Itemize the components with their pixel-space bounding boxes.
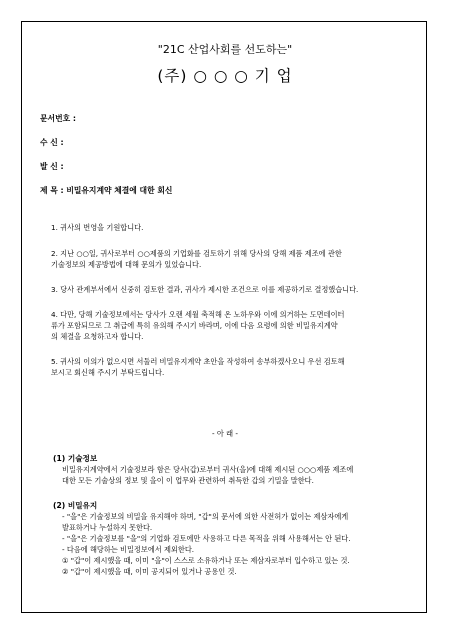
list-item-5 — [51, 356, 345, 378]
recipient-field: 수 신 : — [40, 138, 64, 147]
section2-title: (2) 비밀유지 — [53, 501, 98, 510]
separator-heading: - 아 래 - — [212, 429, 238, 438]
list-item-line: 5. 귀사의 이의가 없으시면 서둘러 비밀유지계약 초안을 작성하여 송부하겠사오니 우선 검토해 — [51, 357, 345, 366]
section2-line: 발표하거나 누설하지 못한다. — [62, 523, 153, 532]
section2-line: - "을"은 기술정보를 "을"의 기업화 검토에만 사용하고 다른 목적을 위해 사용해서는 안 된다. — [62, 534, 351, 543]
list-item-2 — [51, 248, 342, 270]
subject-field: 제 목 : 비밀유지계약 체결에 대한 회신 — [40, 186, 173, 195]
list-item-line: 보시고 회신해 주시기 부탁드립니다. — [51, 368, 165, 377]
section2-line: - "을"은 기술정보의 비밀을 유지해야 하며, "갑"의 문서에 의한 사전허가 없이는 제삼자에게 — [62, 512, 349, 521]
company-name: (주) ○ ○ ○ 기 업 — [157, 67, 293, 85]
list-item-line: 1. 귀사의 번영을 기원합니다. — [51, 223, 144, 232]
section1-line: 비밀유지계약에서 기술정보라 함은 당사(갑)로부터 귀사(을)에 대해 제시된 ○○○제품 제조에 — [62, 465, 354, 474]
doc-number-field: 문서번호 : — [40, 114, 76, 123]
section2-line: - 다음에 해당하는 비밀정보에서 제외한다. — [62, 545, 195, 554]
section1-body — [62, 464, 353, 486]
list-item-line: 류가 포함되므로 그 취급에 특히 유의해 주시기 바라며, 이에 다음 요령에 의한 비밀유지계약 — [51, 321, 338, 330]
list-item-1 — [51, 222, 143, 233]
sender-field: 발 신 : — [40, 162, 64, 171]
section1-line: 대한 모든 기술상의 정보 및 을이 이 업무와 관련하여 취득한 갑의 기밀을 말한다. — [62, 476, 314, 485]
section1-title: (1) 기술정보 — [53, 454, 98, 463]
section2-line: ① "갑"이 제시했을 때, 이미 "을"이 스스로 소유하거나 또는 제삼자로부터 입수하고 있는 것. — [62, 556, 350, 565]
list-item-line: 4. 다만, 당해 기술정보에서는 당사가 오랜 세월 축적해 온 노하우와 이에 의거하는 도면데이터 — [51, 310, 345, 319]
slogan: "21C 산업사회를 선도하는" — [157, 43, 293, 56]
list-item-line: 의 체결을 요청하고자 합니다. — [51, 332, 144, 341]
list-item-line: 3. 당사 관계부서에서 신중히 검토한 결과, 귀사가 제시한 조건으로 이를 제공하기로 결정했습니다. — [51, 285, 359, 294]
list-item-line: 2. 지난 ○○일, 귀사로부터 ○○제품의 기업화를 검토하기 위해 당사의 당해 제품 제조에 관한 — [51, 249, 342, 258]
list-item-line: 기술정보의 제공방법에 대해 문의가 있었습니다. — [51, 260, 202, 269]
section2-line: ② "갑"이 제시했을 때, 이미 공지되어 있거나 공용인 것. — [62, 567, 237, 576]
list-item-4 — [51, 309, 344, 342]
list-item-3 — [51, 284, 358, 295]
section2-body — [62, 511, 351, 577]
